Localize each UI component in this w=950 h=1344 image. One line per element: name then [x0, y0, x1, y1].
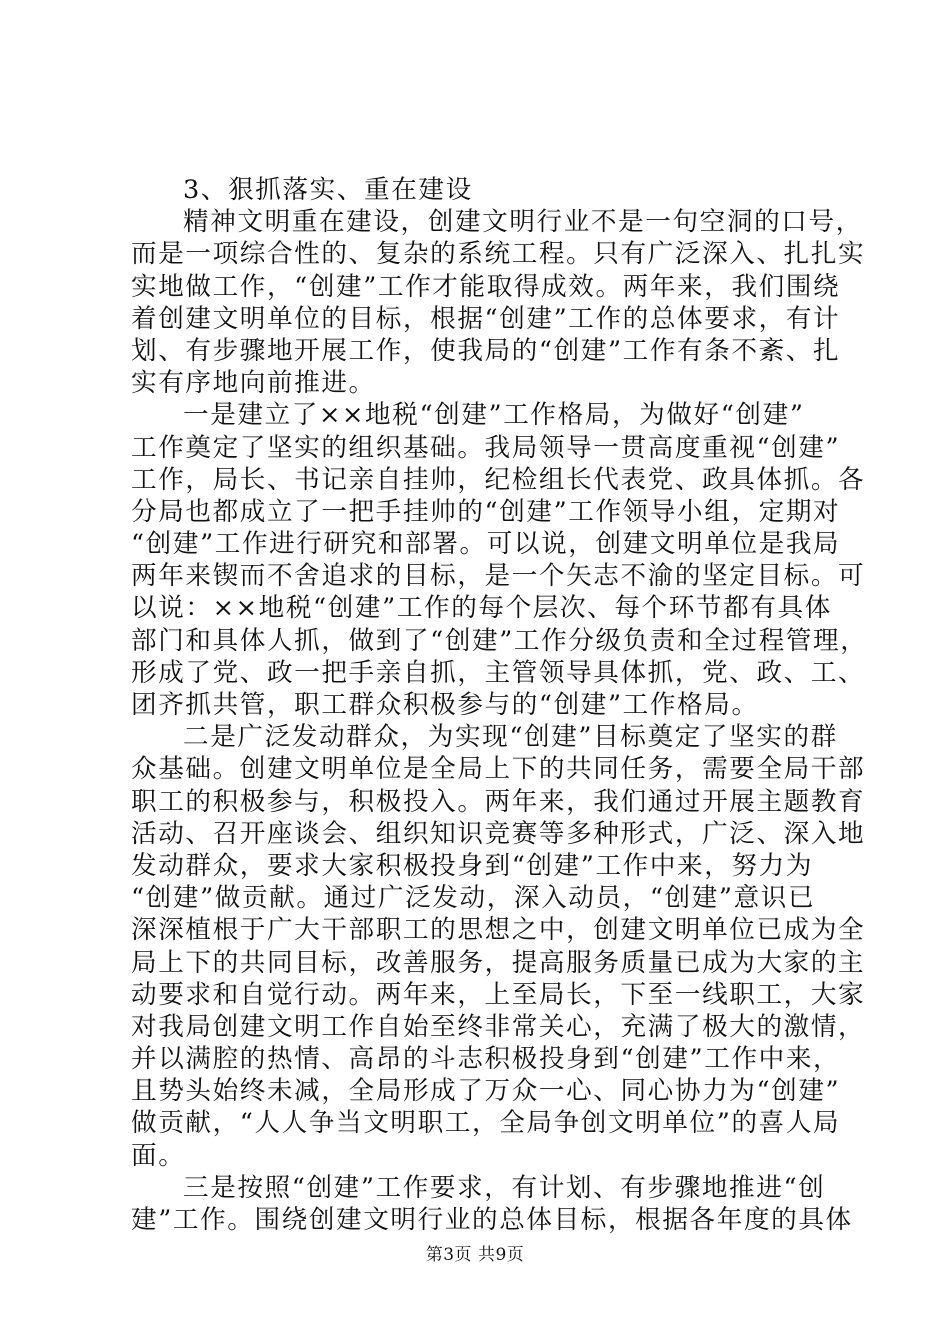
text-line: 并以满腔的热情、高昂的斗志积极投身到“创建”工作中来， — [131, 1044, 841, 1075]
document-body — [131, 174, 868, 1236]
text-line: 分局也都成立了一把手挂帅的“创建”工作领导小组，定期对 — [131, 496, 841, 527]
text-line: 工作，局长、书记亲自挂帅，纪检组长代表党、政具体抓。各 — [131, 464, 866, 495]
text-line: 面。 — [131, 1140, 186, 1171]
text-line: 工作奠定了坚实的组织基础。我局领导一贯高度重视“创建” — [131, 432, 841, 463]
text-line: 团齐抓共管，职工群众积极参与的“创建”工作格局。 — [131, 690, 759, 720]
text-line: “创建”做贡献。通过广泛发动，深入动员，“创建”意识已 — [131, 883, 816, 914]
text-line: 形成了党、政一把手亲自抓，主管领导具体抓，党、政、工、 — [131, 657, 866, 688]
text-line: 着创建文明单位的目标，根据“创建”工作的总体要求，有计 — [131, 303, 841, 334]
text-line: 实有序地向前推进。 — [131, 368, 376, 399]
text-line: 且势头始终未减，全局形成了万众一心、同心协力为“创建” — [131, 1076, 841, 1107]
text-line: 职工的积极参与，积极投入。两年来，我们通过开展主题教育 — [131, 786, 866, 817]
page-footer: 第3页 共9页 — [425, 1245, 525, 1265]
text-line: 而是一项综合性的、复杂的系统工程。只有广泛深入、扎扎实 — [131, 239, 866, 270]
text-line: 做贡献，“人人争当文明职工，全局争创文明单位”的喜人局 — [131, 1108, 841, 1139]
text-line: 划、有步骤地开展工作，使我局的“创建”工作有条不紊、扎 — [131, 335, 841, 366]
text-line: 部门和具体人抓，做到了“创建”工作分级负责和全过程管理， — [131, 625, 868, 656]
text-line: 以说：××地税“创建”工作的每个层次、每个环节都有具体 — [131, 593, 832, 624]
text-line: 众基础。创建文明单位是全局上下的共同任务，需要全局干部 — [131, 754, 866, 785]
text-line: 一是建立了××地税“创建”工作格局，为做好“创建” — [183, 400, 805, 431]
text-line: 发动群众，要求大家积极投身到“创建”工作中来，努力为 — [131, 850, 814, 881]
text-line: 两年来锲而不舍追求的目标，是一个矢志不渝的坚定目标。可 — [131, 561, 866, 592]
text-line: 对我局创建文明工作自始至终非常关心，充满了极大的激情， — [131, 1011, 866, 1042]
text-line: 实地做工作，“创建”工作才能取得成效。两年来，我们围绕 — [131, 271, 841, 302]
text-line: 二是广泛发动群众，为实现“创建”目标奠定了坚实的群 — [183, 722, 838, 753]
text-line: 局上下的共同目标，改善服务，提高服务质量已成为大家的主 — [131, 947, 866, 978]
text-line: 活动、召开座谈会、组织知识竞赛等多种形式，广泛、深入地 — [131, 818, 866, 849]
text-line: 精神文明重在建设，创建文明行业不是一句空洞的口号， — [183, 207, 863, 238]
text-line: 动要求和自觉行动。两年来，上至局长，下至一线职工，大家 — [131, 979, 866, 1010]
text-line: 深深植根于广大干部职工的思想之中，创建文明单位已成为全 — [131, 915, 866, 946]
text-line: 三是按照“创建”工作要求，有计划、有步骤地推进“创 — [183, 1172, 826, 1203]
text-line: “创建”工作进行研究和部署。可以说，创建文明单位是我局 — [131, 529, 841, 560]
text-line: 3、狠抓落实、重在建设 — [183, 175, 473, 205]
text-line: 建”工作。围绕创建文明行业的总体目标，根据各年度的具体 — [131, 1205, 853, 1235]
